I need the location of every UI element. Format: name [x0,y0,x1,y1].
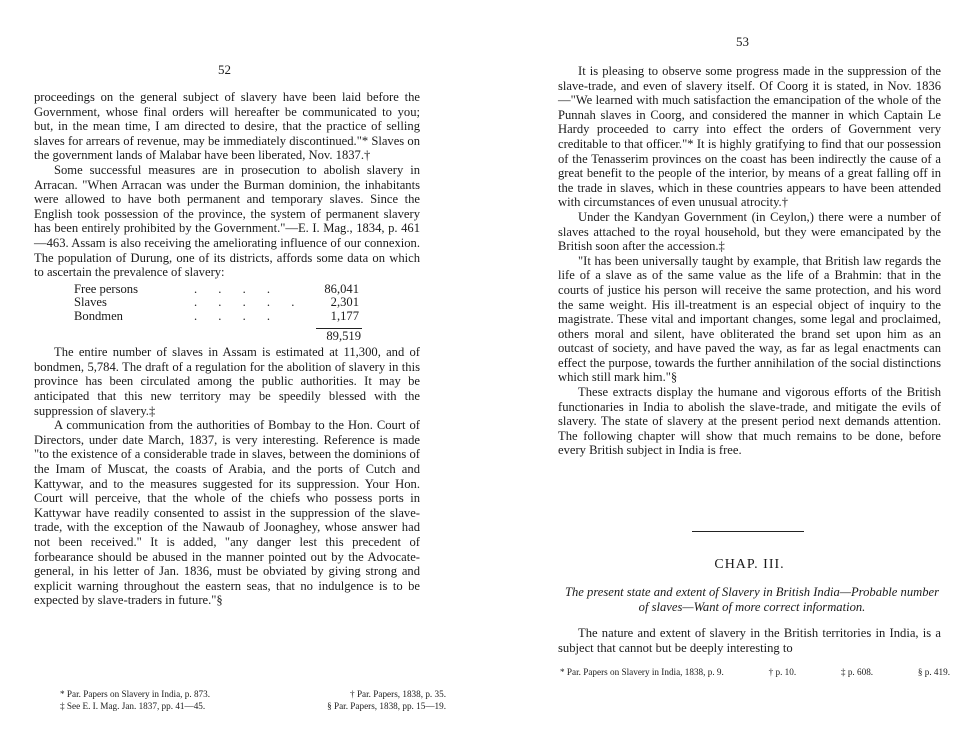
footnote: * Par. Papers on Slavery in India, p. 873. [60,689,211,699]
right-footnotes [560,666,950,678]
table-total: 89,519 [326,329,361,344]
row-value: 2,301 [330,295,359,310]
footnote: † p. 10. [768,667,797,677]
table-row [34,296,420,310]
right-page [490,0,980,751]
row-value: 86,041 [324,281,359,296]
footnote: † Par. Papers, 1838, p. 35. [350,689,446,699]
paragraph: proceedings on the general subject of slavery have been laid before the Government, whose final orders will hereafter be communicated to you; but, in the mean time, I am directed to desire, that the practice of selling slaves for arrears of revenue, may be immediately discontinued."* Slaves on the government lands of Malabar have been liberated, Nov. 1837.† [34,90,420,163]
paragraph: Under the Kandyan Government (in Ceylon,) there were a number of slaves attached to the royal household, but they were emancipated by the British soon after the accession.‡ [558,209,941,254]
section-divider [692,531,804,532]
left-body [34,90,420,608]
paragraph: These extracts display the humane and vigorous efforts of the British functionaries in India to abolish the slave-trade, and mitigate the evils of slavery. The state of slavery at the present period next demands attention. The following chapter will show that much remains to be done, before every British subject in India is free. [558,385,941,458]
chapter-heading: CHAP. III. [714,557,785,572]
paragraph: The entire number of slaves in Assam is estimated at 11,300, and of bondmen, 5,784. The draft of a regulation for the abolition of slavery in this province has been circulated among the public authorities. It may be anticipated that this new territory may be speedily blessed with the suppression of slavery.‡ [34,345,420,418]
footnote: § p. 419. [917,667,950,677]
table-row [34,283,420,297]
chapter-subtitle: The present state and extent of Slavery in British India—Probable number of slaves—Want of more correct information. [564,585,940,614]
footnote: ‡ See E. I. Mag. Jan. 1837, pp. 41—45. [60,701,206,711]
row-dots: . . . . . [194,295,304,310]
row-value: 1,177 [330,308,359,323]
paragraph: "It has been universally taught by example, that British law regards the life of a slave as of the same value as the life of a Brahmin: that in the courts of justice his person will receive the same protection, and his word the same weight. His ill-treatment is an especial object of inquiry to the magistrate. These vital and important changes, some legal and proclaimed, others moral and silent, have obliterated the brand set upon him as an outcast of society, and have paved the way, as far as legal enactments can effect the purpose, towards the further annihilation of the social distinctions which still mark him."§ [558,253,941,385]
row-dots: . . . . [194,308,280,323]
page-number: 53 [736,34,749,49]
footnote: * Par. Papers on Slavery in India, 1838, p. 9. [560,667,724,677]
left-footnotes [60,688,446,712]
chapter-body [558,626,941,655]
paragraph: The nature and extent of slavery in the British territories in India, is a subject that cannot but be deeply interesting to [558,626,941,655]
row-dots: . . . . [194,281,280,296]
footnote: ‡ p. 608. [840,667,874,677]
page-number: 52 [218,62,231,77]
paragraph: It is pleasing to observe some progress made in the suppression of the slave-trade, and even of slavery itself. Of Coorg it is stated, in Nov. 1836—"We learned with much satisfaction the emancipation of the whole of the Punnah slaves in Coorg, and considered the manner in which Captain Le Hardy proceeded to carry into effect the orders of Government very creditable to that officer."* It is highly gratifying to find that our possession of the Tenasserim provinces on the coast has been indirectly the cause of a great benefit to the people of the interior, by means of a great falling off in the trade in slaves, which in these countries appears to have been attended with circumstances of even unusual atrocity.† [558,64,941,210]
right-body [558,64,941,458]
paragraph: A communication from the authorities of Bombay to the Hon. Court of Directors, under date March, 1837, is very interesting. Reference is made "to the existence of a considerable trade in slaves, between the dominions of the Imam of Muscat, the coasts of Arabia, and the ports of Cutch and Kattywar, and to the measures suggested for its suppression. Your Hon. Court will perceive, that the whole of the chiefs who possess ports in Kattywar have readily consented to assist in the suppression of the slave-trade, with the exception of the Nawaub of Joonaghey, whose answer had not been received." It is added, "any danger lest this precedent of forbearance should be abused in the manner pointed out by the Advocate-general, in his letter of Jan. 1836, must be obviated by giving strong and explicit warning throughout the eastern seas, that no indulgence is to be expected by slave-traders in future."§ [34,418,420,608]
table-row [34,310,420,324]
footnote: § Par. Papers, 1838, pp. 15—19. [327,701,446,711]
paragraph: Some successful measures are in prosecution to abolish slavery in Arracan. "When Arracan was under the Burman dominion, the inhabitants were allowed to have both permanent and temporary slaves. Since the English took possession of the province, the system of permanent slavery has been entirely prohibited by the Government."—E. I. Mag., 1834, p. 461—463. Assam is also receiving the ameliorating influence of our connexion. The population of Durung, one of its districts, affords some data on which to ascertain the prevalence of slavery: [34,162,420,280]
population-table [34,283,420,344]
row-label: Slaves [74,295,107,310]
row-label: Bondmen [74,308,123,323]
row-label: Free persons [74,281,139,296]
